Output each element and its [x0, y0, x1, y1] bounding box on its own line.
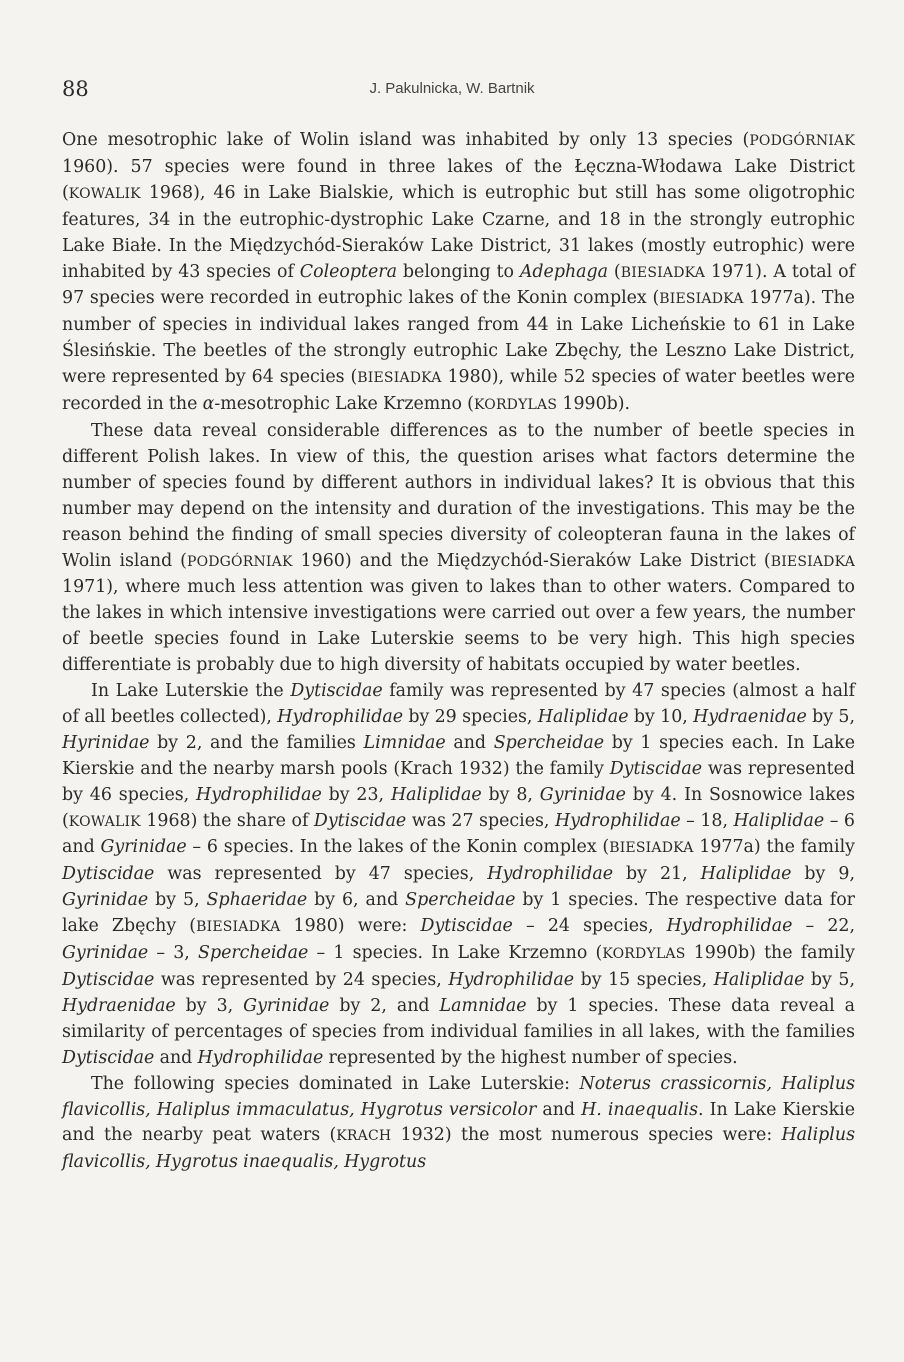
italic-term: Dytiscidae: [62, 1047, 155, 1068]
text-run: 1932) the most numerous species were:: [391, 1125, 782, 1146]
text-run: by 23,: [321, 784, 391, 805]
text-run: 1977a). The number of species in individual lakes ranged from 44 in Lake Licheńskie to 61 in Lake Ślesińskie. The beetles of the strongly eutrophic Lake Zbęchy, the Leszno Lake District, were represented by 64 species (: [62, 288, 855, 388]
italic-term: Spercheidae: [198, 943, 309, 964]
text-run: by 9,: [791, 864, 855, 885]
italic-term: Sphaeridae: [206, 890, 308, 911]
author-citation: KORDYLAS: [602, 946, 686, 963]
italic-term: Hydrophilidae: [666, 916, 793, 937]
italic-term: Dytiscidae: [290, 681, 383, 702]
text-run: These data reveal considerable differences as to the number of beetle species in different Polish lakes. In view of this, the question arises what factors determine the number of species found by different authors in individual lakes? It is obvious that this number may depend on the intensity and duration of the investigations. This may be the reason behind the finding of small species diversity of coleopteran fauna in the lakes of Wolin island (: [62, 420, 855, 571]
italic-term: Haliplidae: [733, 810, 825, 831]
italic-term: Hydrophilidae: [487, 864, 613, 885]
author-citation: KRACH: [336, 1128, 392, 1145]
text-run: 1971), where much less attention was given to lakes than to other waters. Compared to the lakes in which intensive investigations were carried out over a few years, the number of beetle species found in Lake Luterskie seems to be very high. This high species differentiate is probably due to high diversity of habitats occupied by water beetles.: [62, 577, 855, 676]
text-run: and: [154, 1047, 198, 1068]
italic-term: Dytiscidae: [609, 758, 703, 779]
italic-term: Coleoptera: [299, 261, 397, 282]
body-text: [62, 128, 855, 1176]
text-run: family was represented by 47 species (almost a half of all beetles collected),: [62, 681, 856, 727]
italic-term: Lamnidae: [439, 995, 527, 1016]
italic-term: Spercheidae: [405, 890, 516, 911]
italic-term: Dytiscidae: [62, 864, 155, 885]
text-run: by 29 species,: [403, 706, 538, 727]
italic-term: Gyrinidae: [100, 837, 187, 858]
page-header: [62, 74, 842, 104]
italic-term: H. inaequalis: [581, 1099, 699, 1120]
paragraph: [62, 128, 855, 419]
italic-term: Gyrinidae: [62, 943, 149, 964]
italic-term: Haliplidae: [700, 864, 792, 885]
text-run: was 27 species,: [406, 810, 555, 831]
italic-term: Hydrophilidae: [277, 706, 403, 727]
italic-term: Hydraenidae: [62, 995, 176, 1016]
italic-term: Hydraenidae: [693, 706, 807, 727]
page-number: 88: [62, 77, 89, 101]
author-citation: BIESIADKA: [357, 370, 442, 387]
running-head: J. Pakulnicka, W. Bartnik: [369, 80, 535, 97]
text-run: – 18,: [680, 810, 734, 831]
paragraph: [62, 419, 855, 679]
text-run: by 2, and: [329, 995, 440, 1016]
italic-term: Dytiscidae: [420, 916, 513, 937]
italic-term: Hyrinidae: [62, 732, 150, 753]
text-run: by 5,: [148, 890, 207, 911]
text-run: – 6 and: [62, 810, 855, 858]
italic-term: Haliplidae: [537, 706, 629, 727]
text-run: -mesotrophic Lake Krzemno (: [214, 394, 474, 415]
italic-term: Haliplus flavicollis, Hygrotus inaequalis, Hygrotus: [62, 1125, 855, 1173]
text-run: – 22,: [792, 916, 855, 937]
italic-term: Dytiscidae: [62, 970, 155, 990]
text-run: The following species dominated in Lake Luterskie:: [91, 1073, 580, 1094]
paragraph: [62, 1072, 855, 1177]
author-citation: BIESIADKA: [196, 919, 281, 936]
text-run: by 6, and: [307, 890, 406, 911]
italic-term: Hydrophilidae: [197, 1047, 324, 1068]
text-run: 1960). 57 species were found in three lakes of the Łęczna-Włodawa Lake District (: [62, 156, 855, 203]
italic-term: Noterus crassicornis, Haliplus flavicollis, Haliplus immaculatus, Hygrotus versicolor: [62, 1073, 855, 1120]
italic-term: Spercheidae: [493, 732, 605, 753]
italic-term: Hydrophilidae: [554, 810, 681, 831]
text-run: by 5,: [804, 970, 855, 990]
author-citation: KOWALIK: [68, 185, 141, 202]
text-run: was represented by 24 species,: [154, 970, 449, 990]
text-run: – 1 species. In Lake Krzemno (: [308, 943, 603, 964]
text-run: 1980) were:: [280, 916, 421, 937]
text-run: – 6 species. In the lakes of the Konin complex (: [186, 837, 610, 858]
text-run: 1960) and the Międzychód-Sieraków Lake District (: [292, 550, 771, 571]
text-run: and: [536, 1099, 582, 1120]
italic-term: Haliplidae: [390, 784, 482, 805]
italic-term: α: [202, 394, 215, 415]
text-run: by 1 species. The respective data for lake Zbęchy (: [62, 890, 855, 937]
text-run: and: [445, 732, 494, 753]
author-citation: KOWALIK: [68, 813, 141, 830]
author-citation: BIESIADKA: [659, 291, 744, 308]
italic-term: Hydrophilidae: [196, 784, 322, 805]
italic-term: Haliplidae: [713, 970, 805, 990]
text-run: 1968), 46 in Lake Bialskie, which is eutrophic but still has some oligotrophic features, 34 in the eutrophic-dystrophic Lake Czarne, and 18 in the strongly eutrophic Lake Białe. In the Międzychód-Sieraków Lake District, 31 lakes (mostly eutrophic) were inhabited by 43 species of: [62, 182, 855, 282]
text-run: 1990b).: [557, 394, 631, 415]
italic-term: Gyrinidae: [539, 784, 626, 805]
text-run: (: [608, 261, 621, 282]
italic-term: Gyrinidae: [243, 995, 330, 1016]
text-run: by 15 species,: [574, 970, 714, 990]
text-run: by 10,: [628, 706, 694, 727]
text-run: by 21,: [613, 864, 701, 885]
text-run: In Lake Luterskie the: [91, 681, 291, 702]
italic-term: Gyrinidae: [62, 890, 149, 911]
italic-term: Adephaga: [519, 261, 609, 282]
text-run: by 3,: [175, 995, 244, 1016]
text-run: – 24 species,: [512, 916, 667, 937]
text-run: by 1 species each. In Lake Kierskie and the nearby marsh pools (Krach 1932) the family: [62, 732, 856, 779]
text-run: . In Lake Kierskie and the nearby peat waters (: [62, 1099, 855, 1146]
text-run: by 1 species. These data reveal a similarity of percentages of species from individual families in all lakes, with the families: [62, 995, 856, 1042]
italic-term: Hydrophilidae: [448, 970, 575, 990]
author-citation: BIESIADKA: [620, 264, 706, 281]
author-citation: PODGÓRNIAK: [749, 133, 855, 149]
author-citation: BIESIADKA: [609, 840, 694, 857]
text-run: – 3,: [148, 943, 199, 964]
text-run: belonging to: [397, 261, 520, 282]
text-run: was represented by 46 species,: [62, 758, 855, 805]
text-run: represented by the highest number of species.: [323, 1047, 738, 1068]
text-run: was represented by 47 species,: [154, 864, 488, 885]
author-citation: KORDYLAS: [473, 397, 558, 414]
text-run: 1977a) the family: [693, 837, 855, 858]
italic-term: Limnidae: [363, 732, 446, 753]
text-run: by 2, and the families: [149, 732, 364, 753]
author-citation: BIESIADKA: [770, 553, 855, 570]
paragraph: [62, 679, 855, 1072]
text-run: by 5,: [806, 706, 855, 727]
text-run: 1968) the share of: [140, 810, 314, 831]
italic-term: Dytiscidae: [313, 810, 407, 831]
text-run: 1980), while 52 species of water beetles were recorded in the: [62, 367, 855, 415]
text-run: by 4. In Sosnowice lakes (: [62, 784, 855, 831]
text-run: by 8,: [481, 784, 540, 805]
text-run: 1971). A total of 97 species were recorded in eutrophic lakes of the Konin complex (: [62, 261, 856, 309]
author-citation: PODGÓRNIAK: [186, 553, 293, 570]
text-run: 1990b) the family: [685, 943, 855, 964]
text-run: One mesotrophic lake of Wolin island was inhabited by only 13 species (: [62, 130, 750, 150]
